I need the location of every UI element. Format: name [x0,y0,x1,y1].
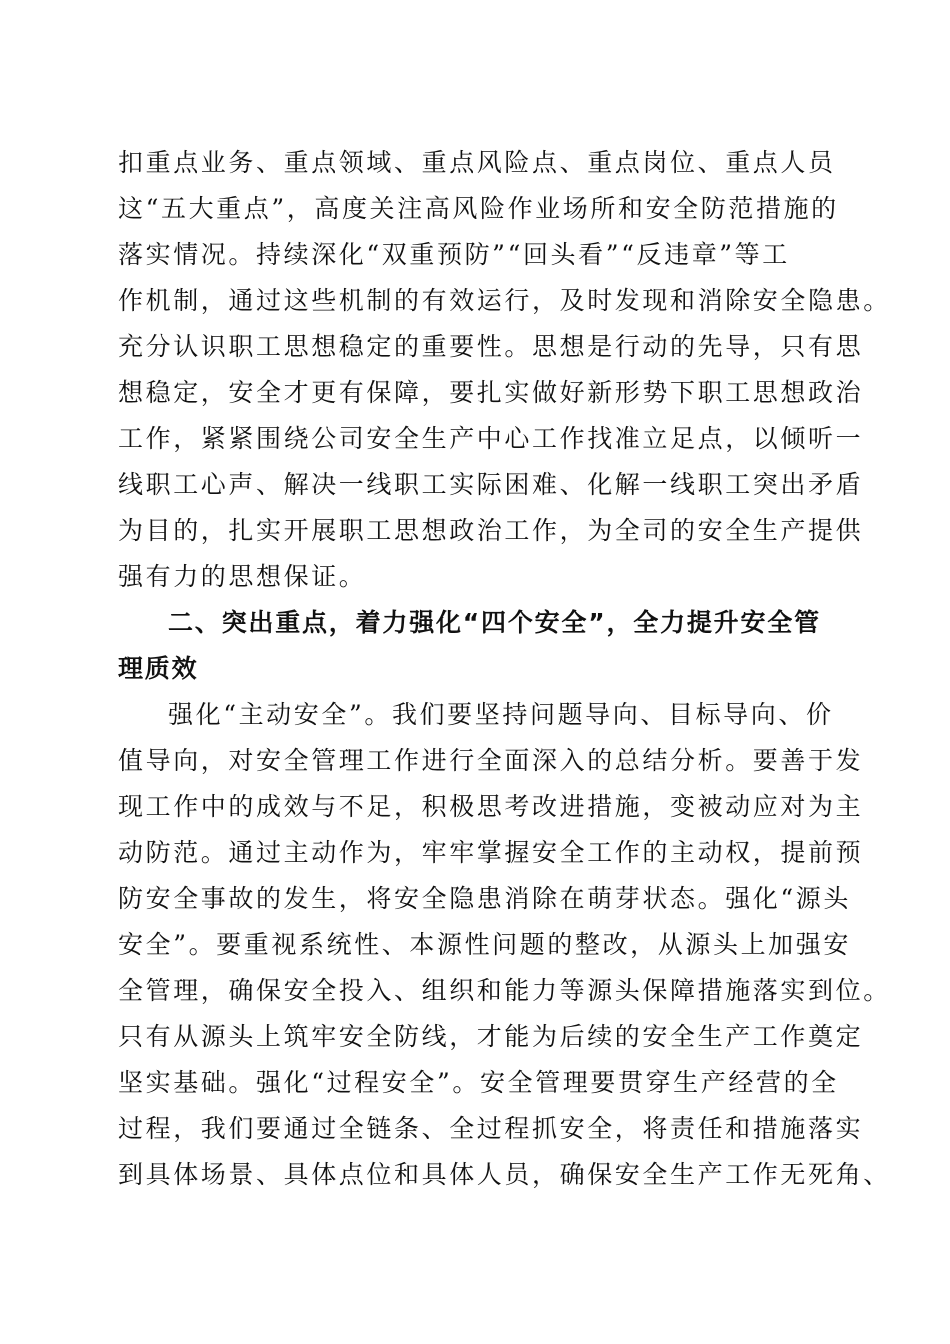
paragraph-line: 充分认识职工思想稳定的重要性。思想是行动的先导，只有思 [118,332,864,361]
paragraph-line: 全管理，确保安全投入、组织和能力等源头保障措施落实到位。 [118,976,891,1005]
section-heading: 二、突出重点，着力强化“四个安全”，全力提升安全管 [168,608,821,637]
paragraph-line: 落实情况。持续深化“双重预防”“回头看”“反违章”等工 [118,240,790,269]
paragraph-line: 到具体场景、具体点位和具体人员，确保安全生产工作无死角、 [118,1160,891,1189]
paragraph-line: 过程，我们要通过全链条、全过程抓安全，将责任和措施落实 [118,1114,864,1143]
paragraph-line: 只有从源头上筑牢安全防线，才能为后续的安全生产工作奠定 [118,1022,864,1051]
paragraph-line: 扣重点业务、重点领域、重点风险点、重点岗位、重点人员 [118,148,836,177]
paragraph-line: 这“五大重点”，高度关注高风险作业场所和安全防范措施的 [118,194,839,223]
paragraph-line: 为目的，扎实开展职工思想政治工作，为全司的安全生产提供 [118,516,864,545]
paragraph-line: 动防范。通过主动作为，牢牢掌握安全工作的主动权，提前预 [118,838,864,867]
paragraph-line: 安全”。要重视系统性、本源性问题的整改，从源头上加强安 [118,930,851,959]
paragraph-first-line: 强化“主动安全”。我们要坚持问题导向、目标导向、价 [168,700,834,729]
paragraph-line: 工作，紧紧围绕公司安全生产中心工作找准立足点，以倾听一 [118,424,864,453]
paragraph-line: 强有力的思想保证。 [118,562,367,591]
paragraph-line: 想稳定，安全才更有保障，要扎实做好新形势下职工思想政治 [118,378,864,407]
paragraph-line: 线职工心声、解决一线职工实际困难、化解一线职工突出矛盾 [118,470,864,499]
paragraph-line: 作机制，通过这些机制的有效运行，及时发现和消除安全隐患。 [118,286,891,315]
section-heading-continued: 理质效 [118,654,199,683]
paragraph-line: 防安全事故的发生，将安全隐患消除在萌芽状态。强化“源头 [118,884,851,913]
paragraph-line: 现工作中的成效与不足，积极思考改进措施，变被动应对为主 [118,792,864,821]
paragraph-line: 值导向，对安全管理工作进行全面深入的总结分析。要善于发 [118,746,864,775]
paragraph-line: 坚实基础。强化“过程安全”。安全管理要贯穿生产经营的全 [118,1068,839,1097]
